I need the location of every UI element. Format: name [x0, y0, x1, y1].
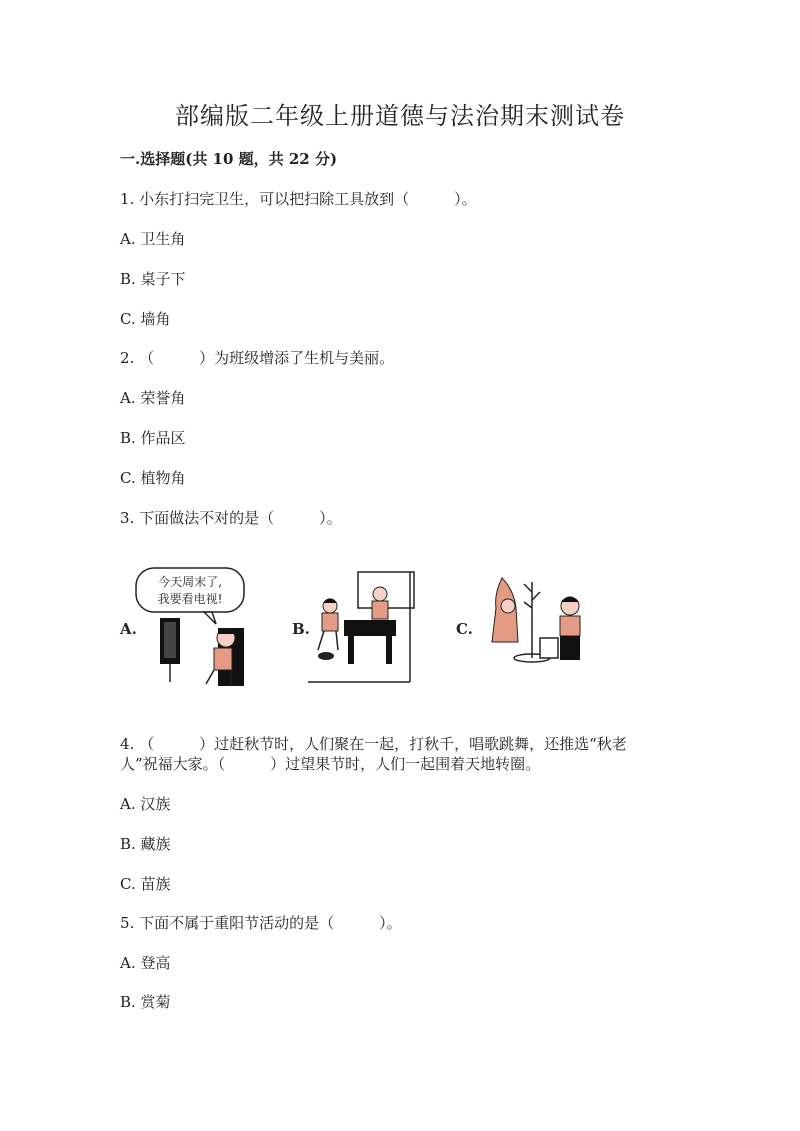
question-1-stem: 1. 小东打扫完卫生，可以把扫除工具放到（ ）。 — [120, 190, 477, 208]
picture-b-cleaning-table — [308, 570, 418, 688]
question-5-option-a[interactable]: A. 登高 — [120, 954, 171, 972]
question-4-option-a[interactable]: A. 汉族 — [120, 795, 171, 813]
picture-c-label[interactable]: C. — [456, 620, 473, 638]
question-2-option-a[interactable]: A. 荣誉角 — [120, 389, 186, 407]
picture-a-watching-tv — [134, 562, 264, 690]
picture-a-label[interactable]: A. — [120, 620, 137, 638]
question-1-option-c[interactable]: C. 墙角 — [120, 310, 171, 328]
question-4-option-c[interactable]: C. 苗族 — [120, 875, 171, 893]
picture-c-planting-tree — [488, 572, 596, 672]
question-3-pictures — [120, 562, 600, 692]
question-4-stem-line-2: 人”祝福大家。（ ）过望果节时，人们一起围着天地转圈。 — [120, 755, 541, 773]
question-1-option-b[interactable]: B. 桌子下 — [120, 270, 186, 288]
question-1-option-a[interactable]: A. 卫生角 — [120, 230, 186, 248]
page-title: 部编版二年级上册道德与法治期末测试卷 — [175, 102, 625, 130]
question-4-option-b[interactable]: B. 藏族 — [120, 835, 171, 853]
section-heading: 一.选择题(共 10 题，共 22 分) — [120, 150, 338, 168]
question-2-option-c[interactable]: C. 植物角 — [120, 469, 186, 487]
question-5-option-b[interactable]: B. 赏菊 — [120, 993, 171, 1011]
picture-b-label[interactable]: B. — [292, 620, 310, 638]
speech-bubble-line-1: 今天周末了, — [158, 575, 222, 589]
question-3-stem: 3. 下面做法不对的是（ ）。 — [120, 509, 342, 527]
question-2-option-b[interactable]: B. 作品区 — [120, 429, 186, 447]
question-2-stem: 2. （ ）为班级增添了生机与美丽。 — [120, 349, 395, 367]
question-5-stem: 5. 下面不属于重阳节活动的是（ ）。 — [120, 914, 402, 932]
speech-bubble-line-2: 我要看电视! — [157, 592, 223, 606]
question-4-stem-line-1: 4. （ ）过赶秋节时，人们聚在一起，打秋千，唱歌跳舞，还推选“秋老 — [120, 735, 627, 753]
